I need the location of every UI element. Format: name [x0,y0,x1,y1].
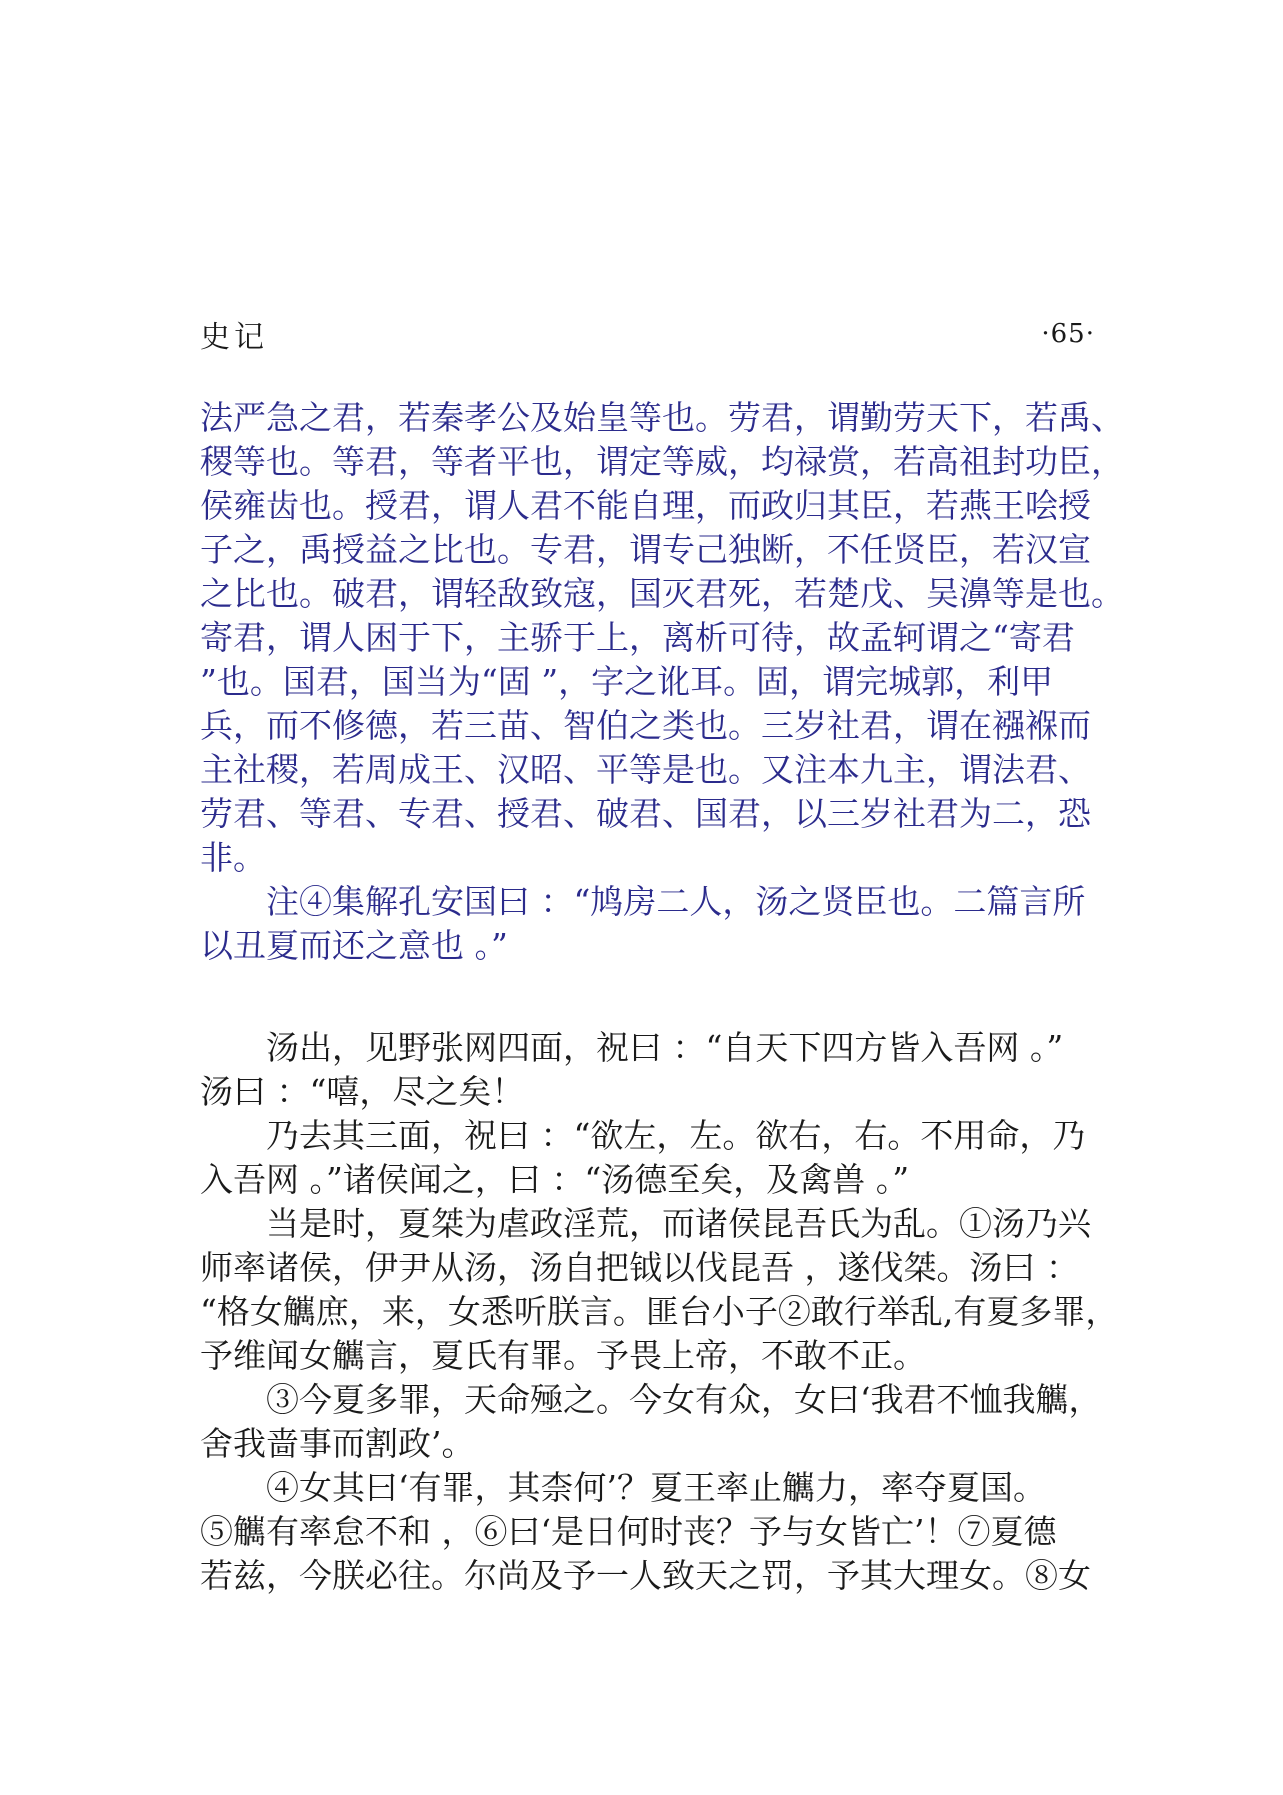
text-line: 当是时，夏桀为虐政淫荒，而诸侯昆吾氏为乱。①汤乃兴 [266,1204,1091,1243]
text-line: 师率诸侯，伊尹从汤，汤自把钺以伐昆吾 ，遂伐桀。汤曰 ： [200,1248,1079,1287]
annotation-line: 子之，禹授益之比也。专君，谓专己独断，不任贤臣，若汉宣 [200,530,1091,569]
text-line: 入吾网 。”诸侯闻之，曰 ：“汤德至矣，及禽兽 。” [200,1160,910,1199]
text-line: 舍我啬事而割政’。 [200,1424,475,1463]
text-line: ⑤觽有率怠不和 ，⑥曰‘是日何时丧？予与女皆亡’！⑦夏德 [200,1512,1057,1551]
main-text-block [200,1026,1119,1598]
annotation-line: 侯雍齿也。授君，谓人君不能自理，而政归其臣，若燕王哙授 [200,486,1091,525]
text-line: 若兹，今朕必往。尔尚及予一人致天之罚，予其大理女。⑧女 [200,1556,1091,1595]
section-gap [200,968,1110,1026]
text-line: 予维闻女觽言，夏氏有罪。予畏上帝，不敢不正。 [200,1336,926,1375]
text-line: ④女其曰‘有罪，其柰何’？夏王率止觽力，率夺夏国。 [266,1468,1046,1507]
annotation-line: 之比也。破君，谓轻敌致寇，国灭君死，若楚戊、吴濞等是也。 [200,574,1124,613]
annotation-line: 劳君、等君、专君、授君、破君、国君，以三岁社君为二，恐 [200,794,1091,833]
annotation-line: 以丑夏而还之意也 。” [200,926,508,965]
text-line: 乃去其三面，祝曰 ：“欲左，左。欲右，右。不用命，乃 [266,1116,1086,1155]
page-content [200,396,1124,1598]
text-line: “格女觽庶，来，女悉听朕言。匪台小子②敢行举乱,有夏多罪， [200,1292,1119,1331]
text-line: 汤出，见野张网四面，祝曰 ：“自天下四方皆入吾网 。” [266,1028,1064,1067]
annotation-line: 寄君，谓人困于下，主骄于上，离析可待，故孟轲谓之“寄君 [200,618,1075,657]
annotation-line: ”也。国君，国当为“固 ”，字之讹耳。固，谓完城郭，利甲 [200,662,1054,701]
annotation-line: 主社稷，若周成王、汉昭、平等是也。又注本九主，谓法君、 [200,750,1091,789]
text-line: ③今夏多罪，天命殛之。今女有众，女曰‘我君不恤我觽， [266,1380,1102,1419]
annotation-line: 非。 [200,838,266,877]
annotation-line: 法严急之君，若秦孝公及始皇等也。劳君，谓勤劳天下，若禹、 [200,398,1124,437]
page-header [200,312,1095,356]
page-number: ·65· [1041,319,1095,349]
running-title: 史记 [200,320,268,355]
annotation-line: 注④集解孔安国曰 ：“鸠房二人，汤之贤臣也。二篇言所 [266,882,1086,921]
annotation-line: 稷等也。等君，等者平也，谓定等威，均禄赏，若高祖封功臣， [200,442,1124,481]
annotation-line: 兵，而不修德，若三苗、智伯之类也。三岁社君，谓在襁褓而 [200,706,1091,745]
annotation-block [200,396,1124,968]
text-line: 汤曰 ：“嘻，尽之矣！ [200,1072,525,1111]
